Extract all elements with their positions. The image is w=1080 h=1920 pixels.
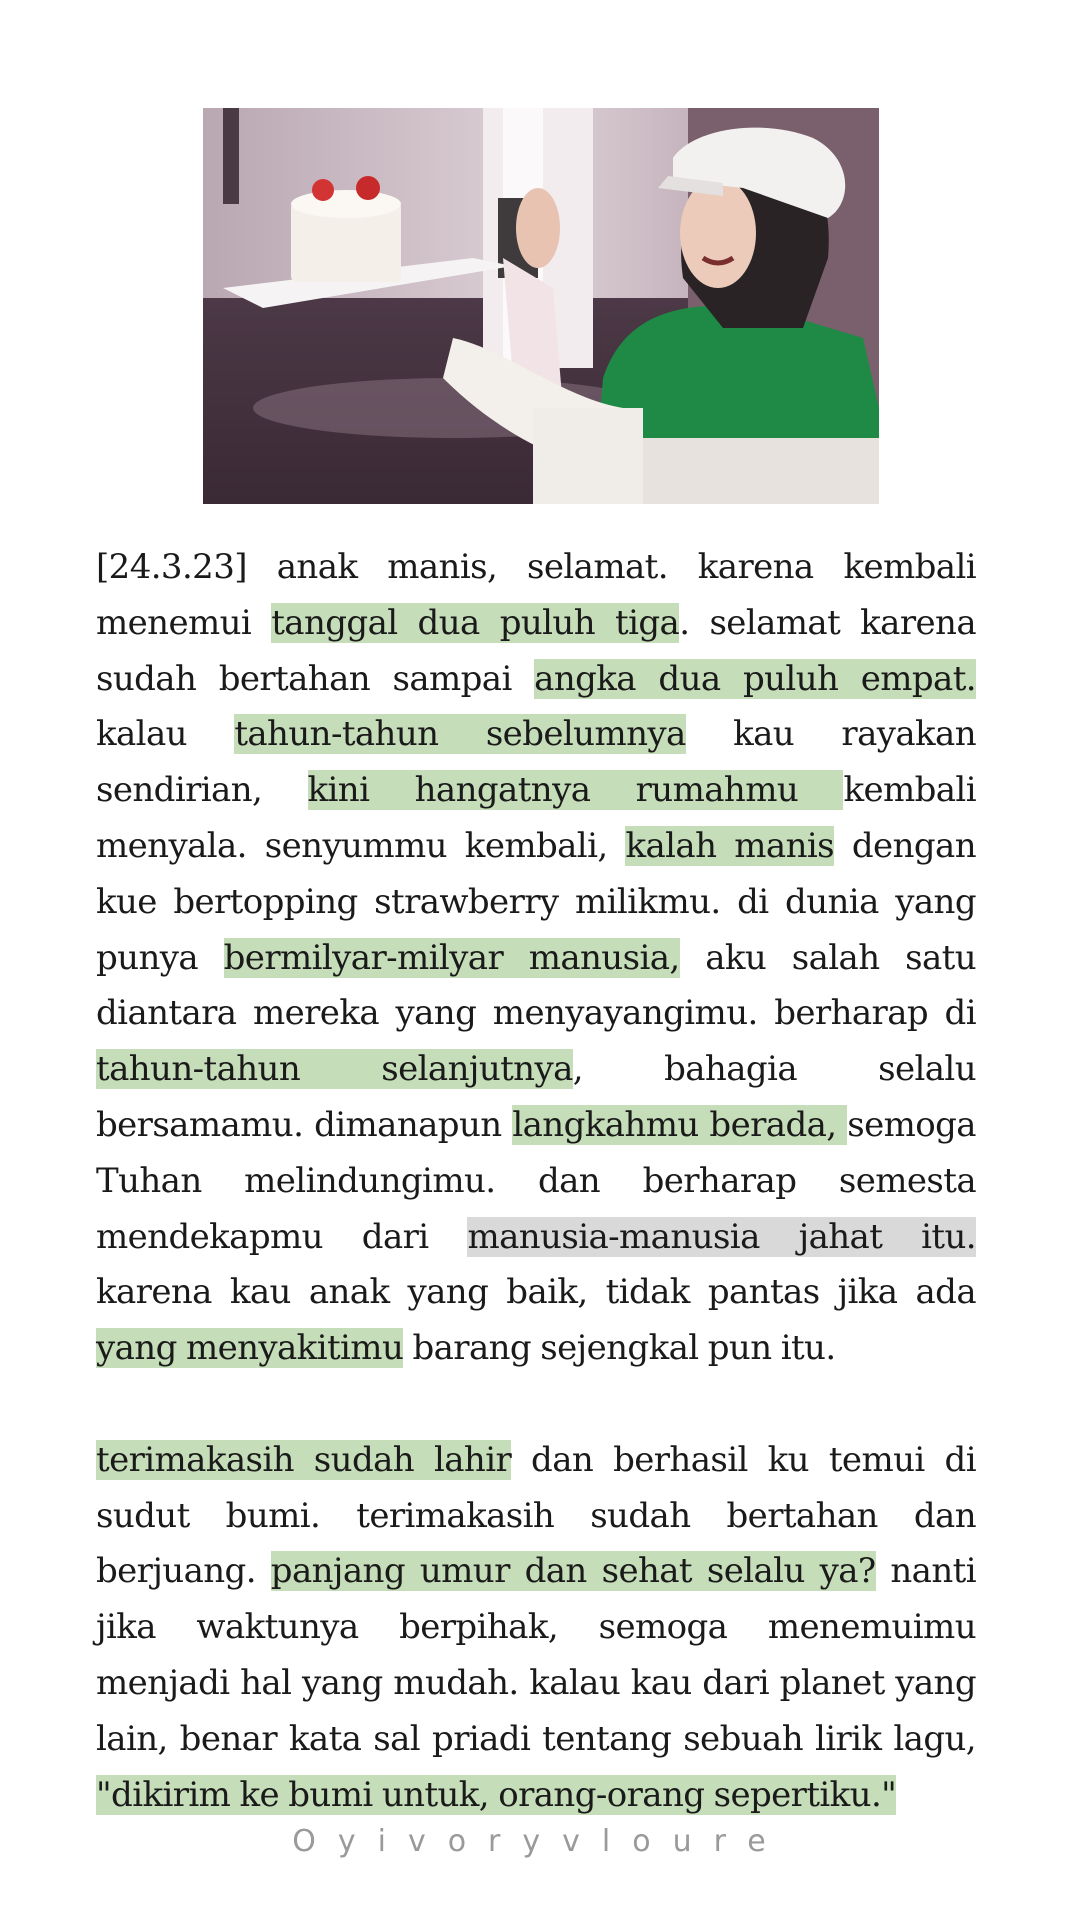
highlighted-phrase: tahun-tahun sebelumnya xyxy=(234,714,686,755)
text-segment: . selamat karena sudah bertahan sampai xyxy=(96,602,976,699)
text-segment: , bahagia selalu bersamamu. dimanapun xyxy=(96,1049,976,1145)
text-segment: dan berhasil ku temui di sudut bumi. terimakasih sudah bertahan dan berjuang. xyxy=(96,1439,976,1592)
highlighted-phrase: "dikirim ke bumi untuk, orang-orang sepertiku." xyxy=(96,1774,897,1815)
text-segment: kalau xyxy=(96,714,235,755)
birthday-cake-photo xyxy=(203,108,879,504)
text-segment: kembali menyala. senyummu kembali, xyxy=(96,770,976,866)
highlighted-phrase: yang menyakitimu xyxy=(96,1328,404,1369)
text-segment: semoga Tuhan melindungimu. dan berharap semesta mendekapmu dari xyxy=(96,1104,976,1257)
highlighted-phrase: tanggal dua puluh tiga xyxy=(271,602,680,643)
poem-paragraph xyxy=(96,1433,976,1824)
poem-paragraph xyxy=(96,540,976,1377)
highlighted-phrase-gray: manusia-manusia jahat itu. xyxy=(467,1216,976,1257)
highlighted-phrase: bermilyar-milyar manusia, xyxy=(223,937,680,978)
highlighted-phrase: kini hangatnya rumahmu xyxy=(307,770,844,811)
author-signature: Oyivoryvloure xyxy=(292,1824,788,1859)
text-segment: [24.3.23] anak manis, selamat. karena kembali menemui xyxy=(96,547,976,643)
text-segment: dengan kue bertopping strawberry milikmu. di dunia yang punya xyxy=(96,825,977,978)
text-segment: barang sejengkal pun itu. xyxy=(403,1328,836,1369)
highlighted-phrase: terimakasih sudah lahir xyxy=(96,1439,512,1480)
text-segment: karena kau anak yang baik, tidak pantas jika ada xyxy=(96,1272,976,1313)
poem-text xyxy=(96,540,976,1823)
highlighted-phrase: angka dua puluh empat. xyxy=(534,658,976,699)
highlighted-phrase: tahun-tahun selanjutnya xyxy=(96,1049,573,1090)
text-segment: kau rayakan sendirian, xyxy=(96,714,976,811)
highlighted-phrase: kalah manis xyxy=(625,825,834,866)
highlighted-phrase: panjang umur dan sehat selalu ya? xyxy=(270,1551,876,1592)
text-segment: nanti jika waktunya berpihak, semoga menemuimu menjadi hal yang mudah. kalau kau dari planet yang lain, benar kata sal priadi tentang sebuah lirik lagu, xyxy=(96,1551,976,1759)
text-segment: aku salah satu diantara mereka yang menyayangimu. berharap di xyxy=(96,937,976,1034)
highlighted-phrase: langkahmu berada, xyxy=(512,1104,848,1145)
